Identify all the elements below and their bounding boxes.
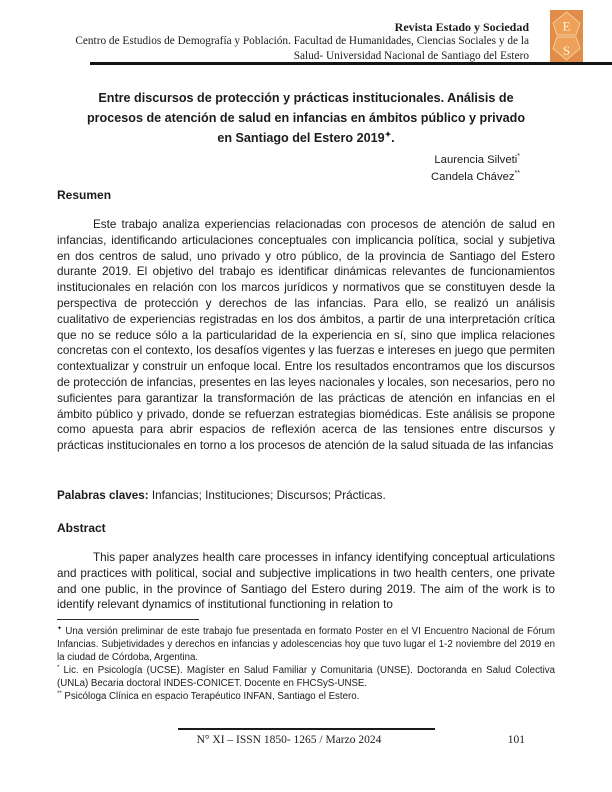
title-line-3-text: en Santiago del Estero 2019 xyxy=(217,131,385,145)
institution-line-2: Salud- Universidad Nacional de Santiago del Estero xyxy=(293,49,529,62)
author-2-footnote-mark: ** xyxy=(514,170,520,178)
journal-logo-icon xyxy=(550,10,583,62)
footnote-2-mark: * xyxy=(57,664,60,671)
footnote-1-mark: ✦ xyxy=(57,625,63,632)
page-number: 101 xyxy=(507,734,525,746)
title-line-3 xyxy=(56,128,556,148)
logo-letter-s: S xyxy=(562,43,571,58)
journal-header xyxy=(59,20,529,63)
logo-letter-e: E xyxy=(562,18,571,34)
footnotes xyxy=(57,626,555,703)
abstract-paragraph: This paper analyzes health care processes in infancy identifying conceptual articulations and practices with political, social and subjective implications in two health centers, one private and one public, in the province of Santiago del Estero during 2019. The aim of the work is to identify relevant dynamics of institutional functioning in relation to xyxy=(57,551,555,612)
author-2-name: Candela Chávez xyxy=(431,171,515,183)
title-suffix: . xyxy=(391,131,395,145)
footnote-separator xyxy=(57,619,199,620)
footnote-2-text: Lic. en Psicología (UCSE). Magíster en Salud Familiar y Comunitaria (UNSE). Doctoranda en Salud Colectiva (UNLa) Becaria doctoral INDES-CONICET. Docente en FHCSyS-UNSE. xyxy=(57,664,555,689)
title-line-2: procesos de atención de salud en infancias en ámbitos público y privado xyxy=(86,111,526,125)
author-1 xyxy=(431,152,520,169)
keywords-label: Palabras claves: xyxy=(57,489,149,502)
footnote-1 xyxy=(57,626,555,665)
title-line-1: Entre discursos de protección y prácticas institucionales. Análisis de xyxy=(98,91,514,105)
author-2 xyxy=(431,169,520,186)
resumen-paragraph: Este trabajo analiza experiencias relacionadas con procesos de atención de salud en infancias, identificando articulaciones conceptuales con implicancia política, social y subjetiva en dos centros de salud, uno privado y otro público, de la provincia de Santiago del Estero durante 2019. El objetivo del trabajo es identificar dinámicas relevantes de funcionamientos institucionales en relación con los marcos jurídicos y normativos que se constituyen desde la perspectiva de protección y derechos de las infancias. Para ello, se realizó un análisis cualitativo de experiencias registradas en los dos ámbitos, a partir de una interpretación crítica que no se reduce sólo a la particularidad de la experiencia en sí, sino que implica relaciones concretas con el contexto, los desafíos vigentes y las fuerzas e intereses en juego que permiten contextualizar y construir un enfoque local. Entre los resultados encontramos que los discursos de protección de infancias, presentes en las leyes nacionales y locales, son necesarios, pero no suficientes para garantizar la transformación de las prácticas de atención en infancias en el ámbito público y privado, donde se refuerzan estrategias biomédicas. Este análisis se propone como apuesta para abrir espacios de reflexión acerca de las tensiones entre discursos y prácticas institucionales en torno a los procesos de atención de la salud situada de las infancias xyxy=(57,218,555,453)
abstract-heading: Abstract xyxy=(57,521,106,535)
institution-line-1: Centro de Estudios de Demografía y Población. Facultad de Humanidades, Ciencias Sociales y de la xyxy=(75,35,529,48)
article-title xyxy=(56,88,556,148)
issue-info: N° XI – ISSN 1850- 1265 / Marzo 2024 xyxy=(196,734,382,746)
footer-divider xyxy=(178,728,435,730)
resumen-heading: Resumen xyxy=(57,188,112,202)
footnote-1-text: Una versión preliminar de este trabajo fue presentada en formato Poster en el VI Encuentro Nacional de Fórum Infancias. Subjetividades y derechos en infancias y adolescencias hoy que tuvo lugar el 1-2 noviembre del 2019 en la ciudad de Córdoba, Argentina. xyxy=(57,626,555,663)
keywords-value: Infancias; Instituciones; Discursos; Prácticas. xyxy=(148,489,386,502)
footnote-3-text: Psicóloga Clínica en espacio Terapéutico INFAN, Santiago el Estero. xyxy=(61,690,360,702)
author-1-footnote-mark: * xyxy=(517,153,520,161)
keywords-line xyxy=(57,489,386,502)
footnote-2 xyxy=(57,665,555,691)
footnote-3 xyxy=(57,691,555,704)
author-1-name: Laurencia Silveti xyxy=(434,154,518,166)
title-footnote-mark: ✦ xyxy=(384,129,392,139)
header-divider xyxy=(90,62,612,65)
footnote-3-mark: ** xyxy=(57,690,62,697)
author-list xyxy=(431,152,520,186)
journal-title: Revista Estado y Sociedad xyxy=(394,20,529,34)
